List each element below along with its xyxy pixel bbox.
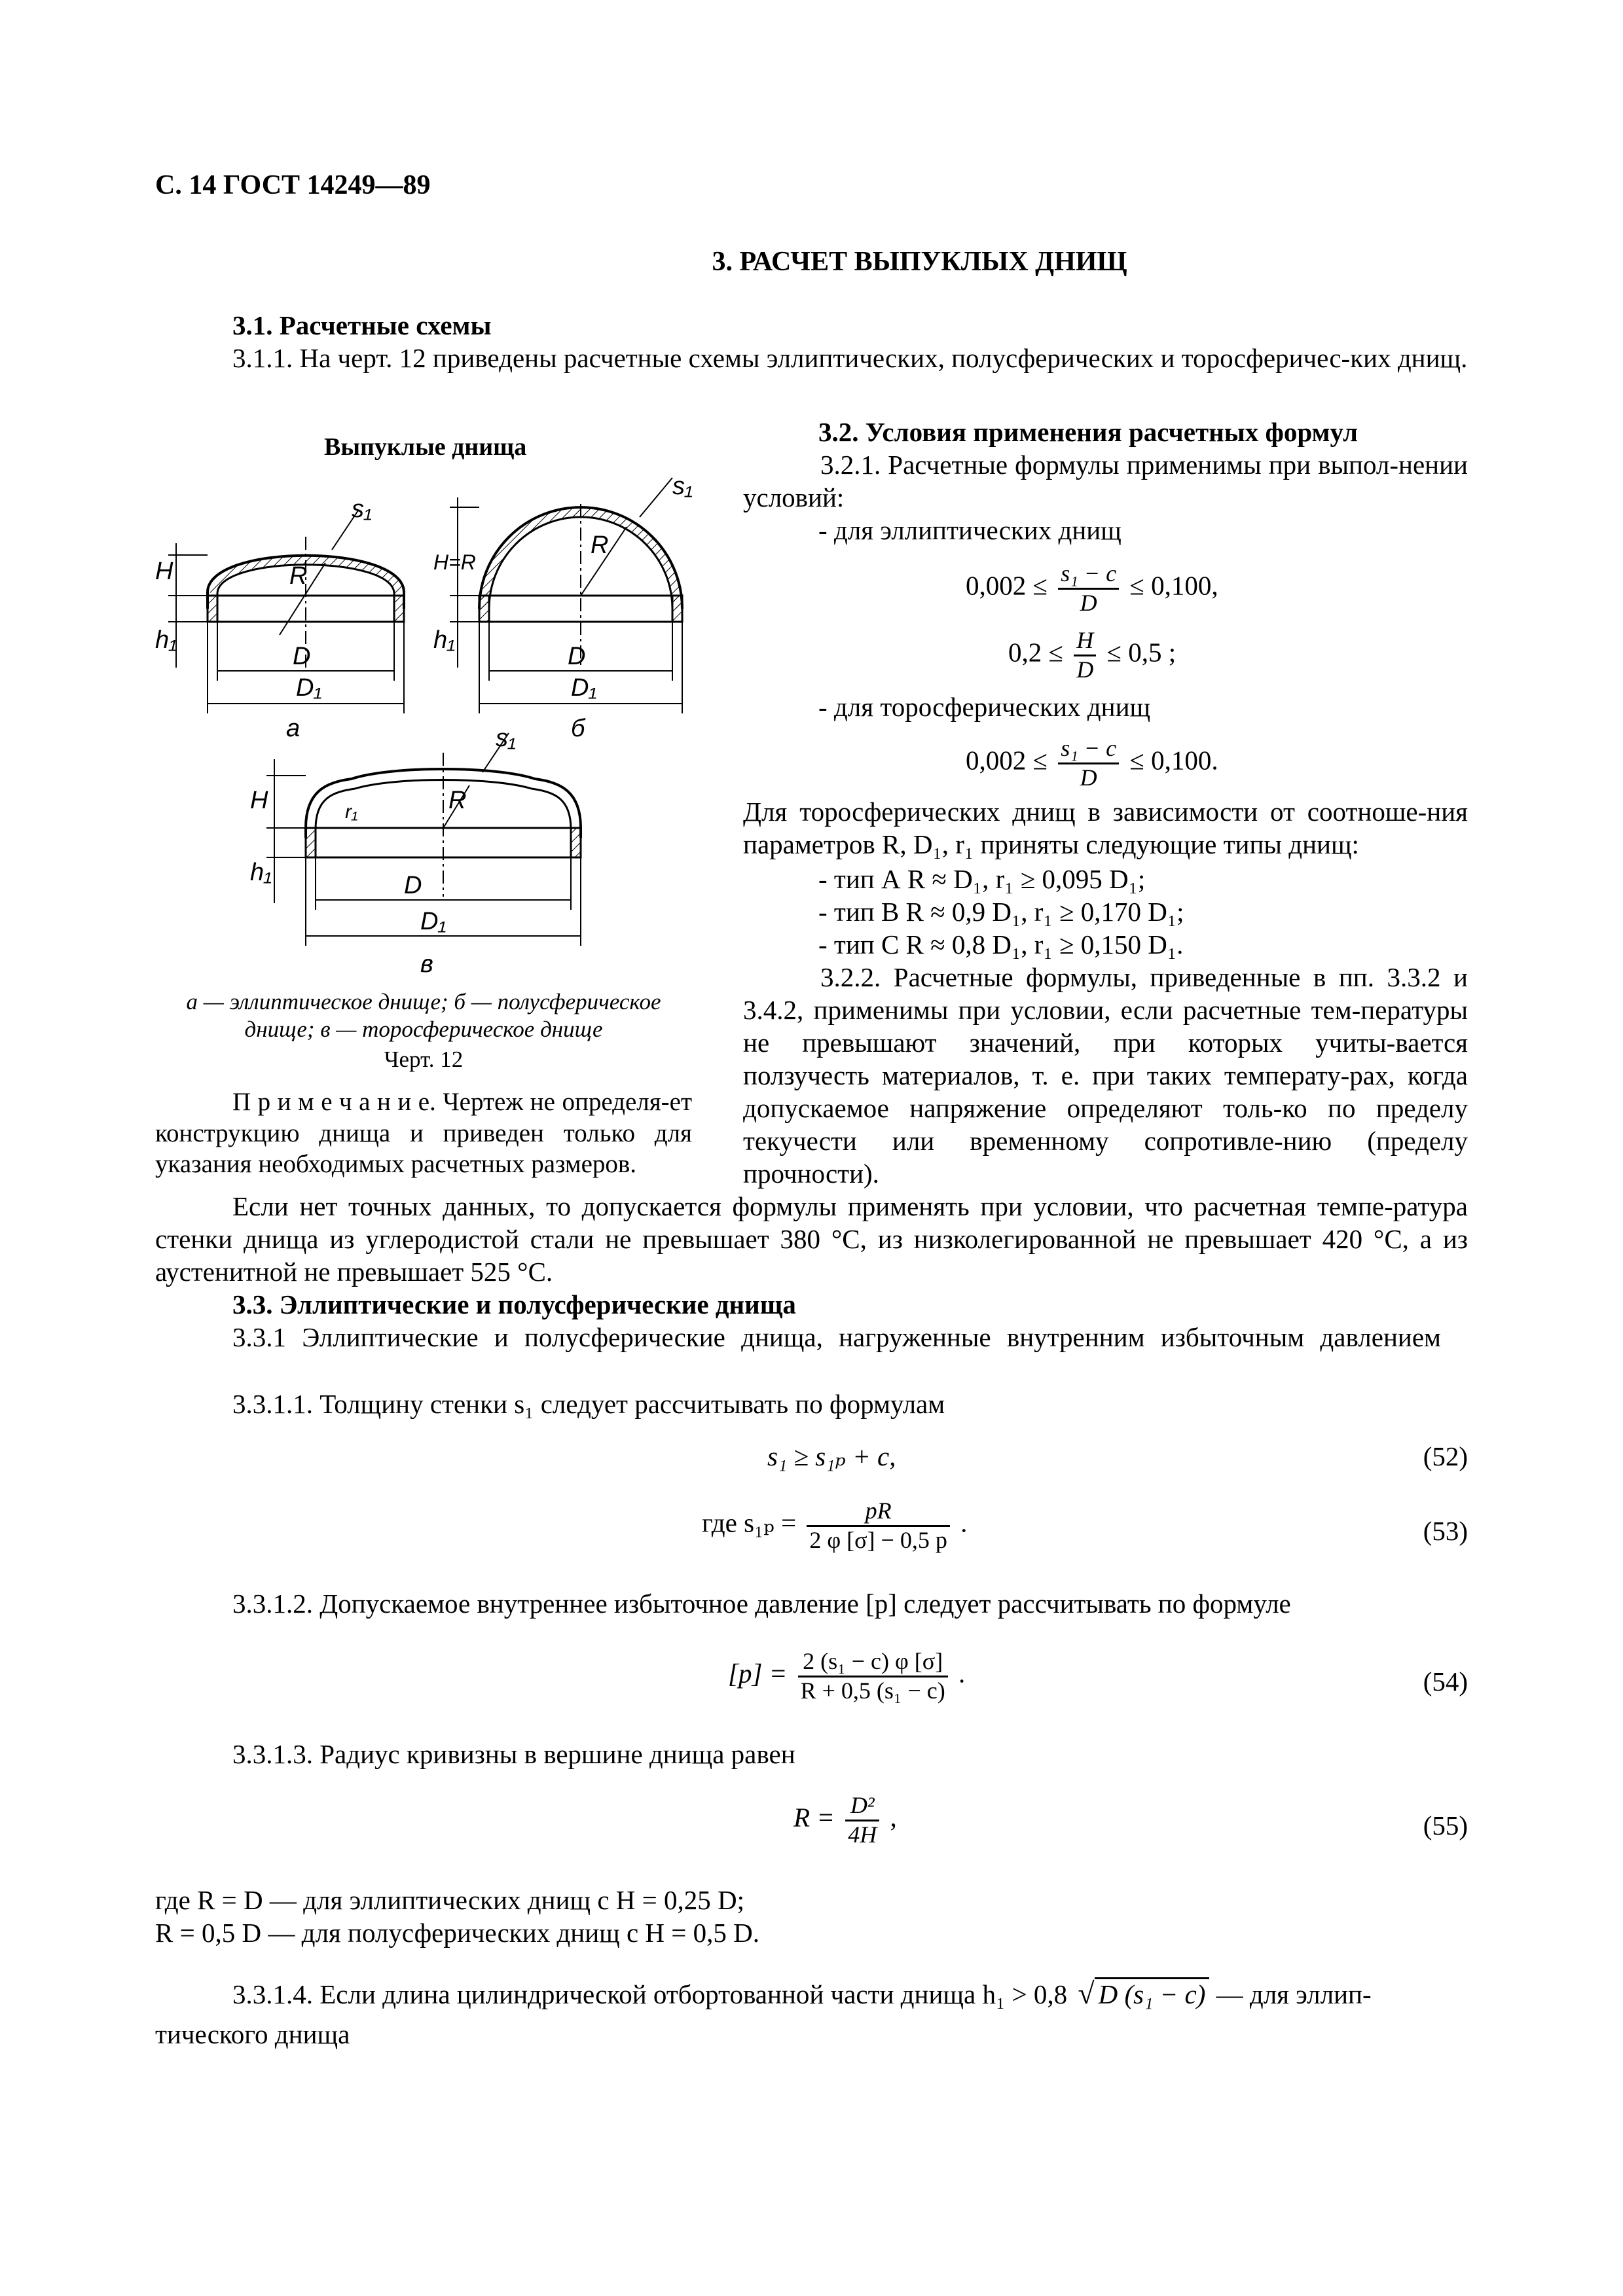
torispherical-lead: - для торосферических днищ	[818, 692, 1151, 722]
eq54-lead: [p] =	[728, 1658, 788, 1689]
f3-denominator: D	[1080, 764, 1097, 791]
eq54-numerator: 2 (s₁ − c) φ [σ]	[798, 1649, 948, 1677]
label-H-v: H	[250, 787, 268, 814]
eq52-body: s₁ ≥ s₁ₚ + c,	[767, 1441, 896, 1471]
type-a: - тип А R ≈ D₁, r₁ ≥ 0,095 D₁;	[818, 864, 1146, 894]
equation-55	[155, 1793, 1468, 1865]
elliptical-lead: - для эллиптических днищ	[818, 515, 1122, 545]
hemispherical-head-sketch	[450, 478, 682, 713]
types-intro: Для торосферических днищ в зависимости от соотноше-ния параметров R, D₁, r₁ приняты следующие типы днищ:	[743, 797, 1468, 860]
label-D1-a: D₁	[296, 674, 322, 702]
formula-height-ratio	[1008, 628, 1176, 683]
label-b: б	[571, 715, 585, 742]
label-h1-a: h₁	[155, 626, 177, 654]
f2-right: ≤ 0,5 ;	[1106, 637, 1176, 668]
eq53-numerator: pR	[807, 1499, 949, 1527]
paragraph-3-3-1: 3.3.1 Эллиптические и полусферические днища, нагруженные внутренним избыточным давлением	[232, 1322, 1441, 1352]
label-D-v: D	[404, 872, 422, 899]
paragraph-3-1-1: 3.1.1. На черт. 12 приведены расчетные схемы эллиптических, полусферических и торосферичес-ких днищ.	[232, 343, 1468, 373]
label-D1-b: D₁	[571, 674, 597, 702]
label-a: а	[286, 715, 301, 742]
paragraph-temperature: Если нет точных данных, то допускается формулы применять при условии, что расчетная темпе-ратура стенки днища из углеродистой стали не превышает 380 °С, из низколегированной не превышает 420 °С, а из аустенитной не превышает 525 °С.	[155, 1191, 1468, 1287]
label-s1-v: s₁	[496, 725, 516, 752]
subsection-3-2-title: 3.2. Условия применения расчетных формул	[818, 417, 1358, 447]
equation-52	[155, 1440, 1468, 1479]
subsection-3-1-title: 3.1. Расчетные схемы	[232, 310, 492, 340]
p3314-tail: — для эллип-	[1216, 1979, 1372, 2009]
paragraph-3-3-1-2: 3.3.1.2. Допускаемое внутреннее избыточное давление [p] следует рассчитывать по формуле	[232, 1588, 1291, 1619]
note-heading: П р и м е ч а н и е.	[232, 1088, 436, 1116]
eq54-number: (54)	[1423, 1666, 1468, 1696]
paragraph-3-2-2: 3.2.2. Расчетные формулы, приведенные в пп. 3.3.2 и 3.4.2, применимы при условии, если расчетные тем-пературы не превышают значений, при которых учиты-вается ползучесть материалов, т. е. при таких температу-рах, когда допускаемое напряжение определяют толь-ко по пределу текучести или временному сопротивле-нию (пределу прочности).	[743, 962, 1468, 1189]
equation-53	[155, 1499, 1468, 1571]
eq52-number: (52)	[1423, 1441, 1468, 1471]
f3-left: 0,002 ≤	[966, 745, 1048, 776]
eq55-lead: R =	[793, 1802, 835, 1833]
paragraph-3-3-1-1: 3.3.1.1. Толщину стенки s₁ следует рассчитывать по формулам	[232, 1389, 945, 1419]
label-D-b: D	[568, 643, 586, 670]
eq54-tail: .	[958, 1658, 966, 1689]
paragraph-3-3-1-4-cont: тического днища	[155, 2019, 350, 2049]
label-v: в	[420, 950, 433, 975]
eq54-formula	[728, 1649, 965, 1704]
figure-caption: а — эллиптическое днище; б — полусферическое днище; в — торосферическое днище	[186, 989, 661, 1042]
formula-thickness-ellipse	[966, 562, 1218, 616]
type-b: - тип В R ≈ 0,9 D₁, r₁ ≥ 0,170 D₁;	[818, 897, 1184, 927]
equation-54	[155, 1649, 1468, 1721]
f3-right: ≤ 0,100.	[1129, 745, 1218, 776]
label-s1-a: s₁	[352, 495, 372, 523]
sqrt-radicand: D (s₁ − c)	[1095, 1977, 1210, 2009]
eq55-numerator: D²	[845, 1793, 879, 1821]
eq53-formula	[702, 1499, 967, 1553]
label-h1-b: h₁	[433, 626, 456, 654]
f1-denominator: D	[1080, 589, 1097, 616]
label-R-v: R	[448, 787, 467, 814]
f2-denominator: D	[1076, 656, 1094, 683]
label-H-a: H	[155, 558, 173, 585]
paragraph-3-3-1-4	[232, 1975, 1468, 2012]
label-R-a: R	[289, 562, 308, 590]
label-D-a: D	[293, 643, 311, 670]
subsection-3-3-title: 3.3. Эллиптические и полусферические днища	[232, 1289, 796, 1319]
figure-title: Выпуклые днища	[324, 433, 527, 461]
where-line-1: где R = D — для эллиптических днищ с H = 0,25 D;	[155, 1885, 744, 1915]
elliptical-head-sketch	[168, 511, 404, 713]
formula-thickness-torus	[966, 736, 1218, 791]
heads-drawing	[155, 471, 712, 975]
p3314-text: 3.3.1.4. Если длина цилиндрической отбортованной части днища h₁ > 0,8	[232, 1979, 1068, 2009]
type-c: - тип С R ≈ 0,8 D₁, r₁ ≥ 0,150 D₁.	[818, 929, 1184, 960]
figure-note	[155, 1086, 692, 1180]
eq54-denominator: R + 0,5 (s₁ − c)	[800, 1677, 945, 1704]
note-body: Чертеж не определя-ет конструкцию днища и приведен только для указания необходимых расчетных размеров.	[155, 1088, 693, 1179]
f1-left: 0,002 ≤	[966, 570, 1048, 601]
f2-numerator: H	[1074, 628, 1096, 656]
sqrt-sign: √	[1078, 1977, 1095, 2010]
f1-numerator: s₁ − c	[1058, 562, 1119, 590]
f2-left: 0,2 ≤	[1008, 637, 1064, 668]
section-title: 3. РАСЧЕТ ВЫПУКЛЫХ ДНИЩ	[712, 247, 1127, 277]
eq55-tail: ,	[890, 1802, 897, 1833]
label-D1-v: D₁	[420, 908, 447, 935]
f1-right: ≤ 0,100,	[1129, 570, 1218, 601]
page-header: С. 14 ГОСТ 14249—89	[155, 170, 431, 200]
label-R-b: R	[591, 531, 609, 559]
paragraph-3-2-1: 3.2.1. Расчетные формулы применимы при выпол-нении условий:	[743, 450, 1468, 513]
label-s1-b: s₁	[672, 473, 693, 500]
f3-numerator: s₁ − c	[1058, 736, 1119, 764]
label-r1-v: r₁	[345, 801, 358, 823]
eq53-lead: где s₁ₚ =	[702, 1507, 797, 1538]
label-HeqR-b: H=R	[433, 550, 476, 574]
eq53-number: (53)	[1423, 1516, 1468, 1546]
label-h1-v: h₁	[250, 859, 272, 886]
paragraph-3-3-1-3: 3.3.1.3. Радиус кривизны в вершине днища равен	[232, 1739, 795, 1769]
where-line-2: R = 0,5 D — для полусферических днищ с H = 0,5 D.	[155, 1918, 760, 1948]
figure-number: Черт. 12	[384, 1047, 464, 1072]
eq55-number: (55)	[1423, 1810, 1468, 1840]
sqrt-expression	[1078, 1975, 1209, 2012]
eq55-formula	[793, 1793, 897, 1848]
eq53-tail: .	[960, 1507, 968, 1538]
eq55-denominator: 4H	[848, 1821, 877, 1848]
eq53-denominator: 2 φ [σ] − 0,5 p	[809, 1526, 947, 1553]
